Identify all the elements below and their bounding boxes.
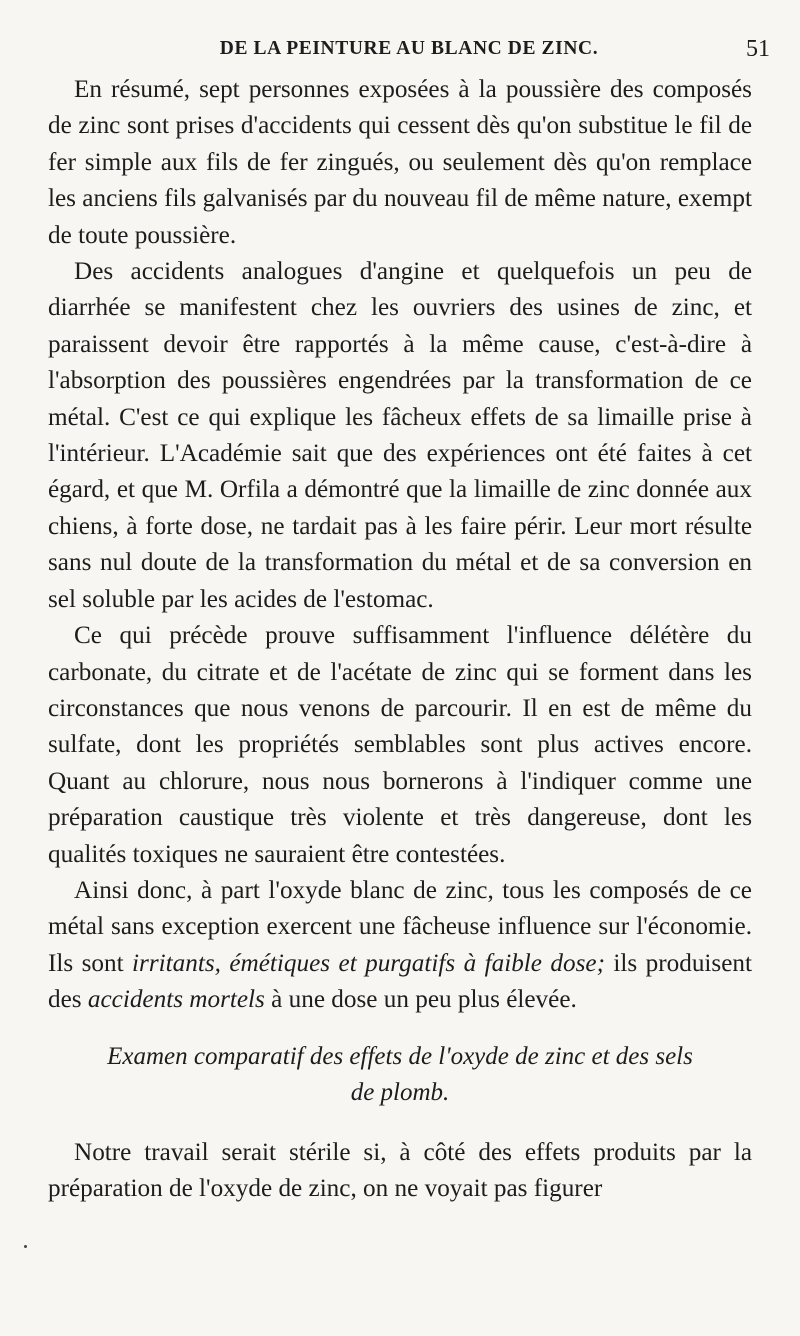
paragraph-conclusion	[48, 873, 752, 1019]
conclusion-italic-2: accidents mortels	[87, 986, 265, 1014]
body-text	[48, 72, 752, 1207]
paragraph-summary: En résumé, sept personnes exposées à la poussière des composés de zinc sont prises d'accidents qui cessent dès qu'on substitue le fil de fer simple aux fils de fer zingués, ou seulement dès qu'on remplace les anciens fils galvanisés par du nouveau fil de même nature, exempt de toute poussière.	[48, 76, 752, 249]
page-number: 51	[746, 36, 770, 62]
section-heading-line-2: de plomb.	[350, 1078, 450, 1106]
running-head	[48, 32, 770, 72]
paragraph-angine: Des accidents analogues d'angine et quelquefois un peu de diarrhée se manifestent chez les ouvriers des usines de zinc, et paraissent devoir être rapportés à la même cause, c'est-à-dire à l'absorption des poussières engendrées par la transformation de ce métal. C'est ce qui explique les fâcheux effets de sa limaille prise à l'intérieur. L'Académie sait que des expériences ont été faites à cet égard, et que M. Orfila a démontré que la limaille de zinc donnée aux chiens, à forte dose, ne tardait pas à les faire périr. Leur mort résulte sans nul doute de la transformation du métal et de sa conversion en sel soluble par les acides de l'estomac.	[48, 258, 752, 613]
paragraph-travail: Notre travail serait stérile si, à côté des effets produits par la préparation de l'oxyde de zinc, on ne voyait pas figurer	[48, 1138, 752, 1202]
ink-speck	[24, 1245, 27, 1248]
running-title: DE LA PEINTURE AU BLANC DE ZINC.	[219, 38, 599, 59]
section-heading-line-1: Examen comparatif des effets de l'oxyde de zinc et des sels	[107, 1042, 693, 1070]
conclusion-text-2: ils produisent des	[48, 949, 752, 1014]
conclusion-text-1: Ainsi donc, à part l'oxyde blanc de zinc, tous les composés de ce métal sans exception exercent une fâcheuse influence sur l'économie. Ils sont	[48, 876, 752, 977]
conclusion-text-3: à une dose un peu plus élevée.	[264, 986, 577, 1014]
section-heading	[48, 1039, 752, 1111]
conclusion-italic-1: irritants, émétiques et purgatifs à faible dose;	[132, 949, 605, 977]
paragraph-carbonate: Ce qui précède prouve suffisamment l'influence délétère du carbonate, du citrate et de l'acétate de zinc qui se forment dans les circonstances que nous venons de parcourir. Il en est de même du sulfate, dont les propriétés semblables sont plus actives encore. Quant au chlorure, nous nous bornerons à l'indiquer comme une préparation caustique très violente et très dangereuse, dont les qualités toxiques ne sauraient être contestées.	[48, 622, 752, 868]
